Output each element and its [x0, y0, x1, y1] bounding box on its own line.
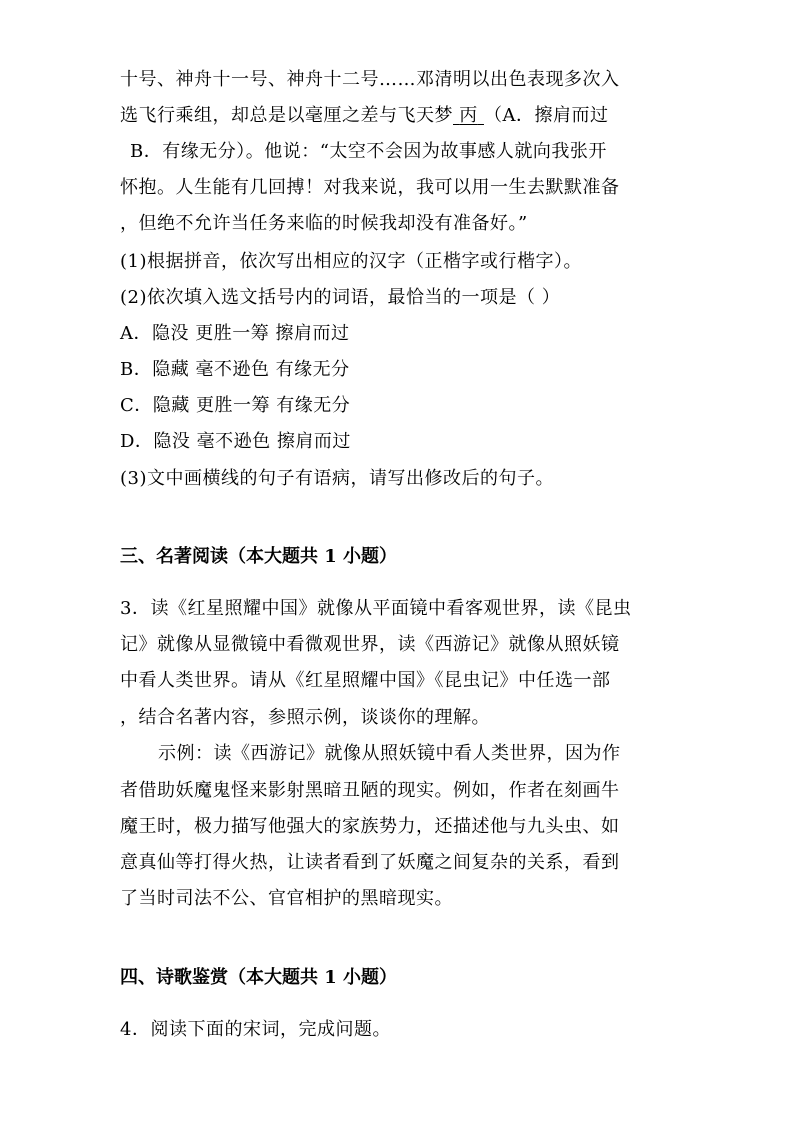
example-line-3: 魔王时，极力描写他强大的家族势力，还描述他与九头虫、如	[120, 816, 620, 837]
section-heading-3: 三、名著阅读（本大题共 1 小题）	[120, 546, 398, 567]
passage-line-1: 十号、神舟十一号、神舟十二号……邓清明以出色表现多次入	[120, 69, 620, 90]
question-2: (2)依次填入选文括号内的词语，最恰当的一项是（ ）	[120, 287, 561, 308]
answer-blank	[453, 105, 484, 126]
question-3: (3)文中画横线的句子有语病，请写出修改后的句子。	[120, 468, 554, 489]
passage-line-2	[120, 104, 680, 128]
section3-line-3: 中看人类世界。请从《红星照耀中国》《昆虫记》中任选一部	[120, 670, 611, 691]
question-1: (1)根据拼音，依次写出相应的汉字（正楷字或行楷字）。	[120, 251, 582, 272]
option-b: B．隐藏 毫不逊色 有缘无分	[120, 359, 350, 380]
option-d: D．隐没 毫不逊色 擦肩而过	[120, 431, 351, 452]
option-a: A．隐没 更胜一筹 擦肩而过	[120, 323, 350, 344]
section-heading-4: 四、诗歌鉴赏（本大题共 1 小题）	[120, 967, 398, 988]
example-line-5: 了当时司法不公、官官相护的黑暗现实。	[120, 888, 453, 909]
example-line-4: 意真仙等打得火热，让读者看到了妖魔之间复杂的关系，看到	[120, 852, 620, 873]
example-line-1: 示例：读《西游记》就像从照妖镜中看人类世界，因为作	[158, 743, 621, 764]
passage-line-4: 怀抱。人生能有几回搏！对我来说，我可以用一生去默默准备	[120, 177, 620, 198]
section3-line-4: ，结合名著内容，参照示例，谈谈你的理解。	[120, 707, 490, 728]
section4-line-1: 4．阅读下面的宋词，完成问题。	[120, 1019, 391, 1040]
option-c: C．隐藏 更胜一筹 有缘无分	[120, 395, 351, 416]
section3-line-2: 记》就像从显微镜中看微观世界，读《西游记》就像从照妖镜	[120, 634, 620, 655]
section3-line-1: 3．读《红星照耀中国》就像从平面镜中看客观世界，读《昆虫	[120, 598, 632, 619]
answer-blank-text: 丙	[459, 105, 478, 126]
passage-line-3: B．有缘无分）。他说：“太空不会因为故事感人就向我张开	[130, 141, 607, 162]
passage-line-2-text: 选飞行乘组，却总是以毫厘之差与飞天梦	[120, 105, 453, 126]
example-line-2: 者借助妖魔鬼怪来影射黑暗丑陋的现实。例如，作者在刻画牛	[120, 780, 620, 801]
passage-line-5: ，但绝不允许当任务来临的时候我却没有准备好。”	[120, 213, 528, 234]
passage-line-2-options: （A．擦肩而过	[483, 105, 609, 126]
